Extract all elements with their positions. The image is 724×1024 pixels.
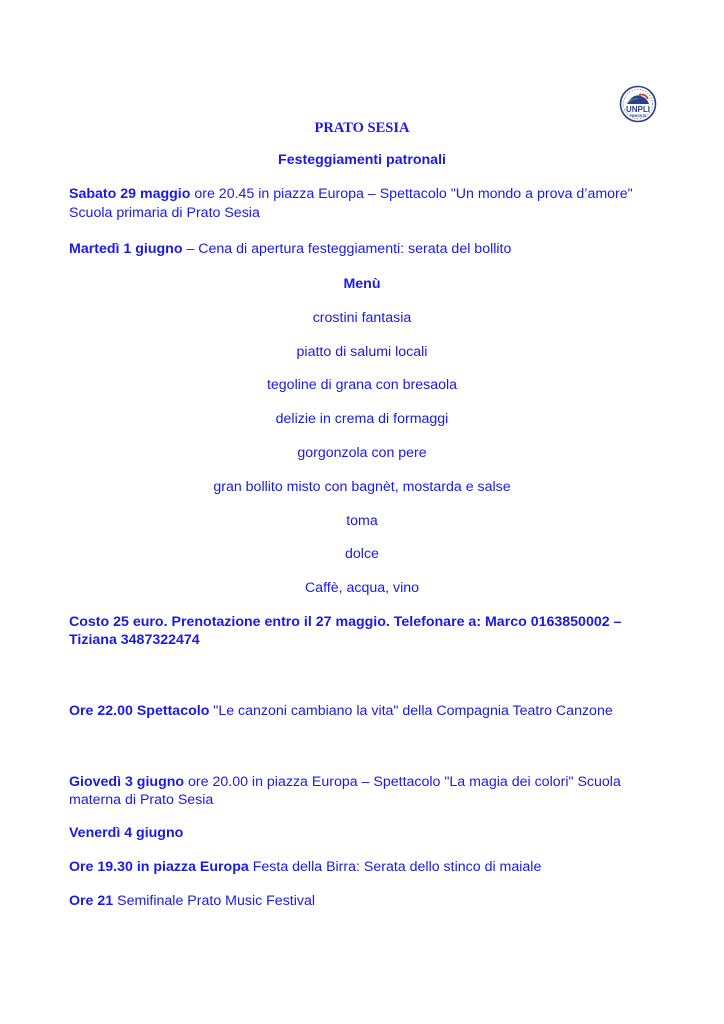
unpli-logo (619, 85, 657, 123)
menu-item: crostini fantasia (312, 310, 412, 326)
menu-item: dolce (345, 546, 379, 562)
event-venerdi-1-details: Festa della Birra: Serata dello stinco di maiale (248, 859, 542, 875)
booking-line-1: Costo 25 euro. Prenotazione entro il 27 maggio. Telefonare a: Marco 0163850002 – (69, 614, 622, 630)
event-giovedi-line2: materna di Prato Sesia (69, 792, 214, 808)
event-sabato (69, 186, 659, 203)
menu-title: Menù (343, 276, 381, 292)
event-giovedi-date: Giovedì 3 giugno (69, 774, 185, 790)
menu-item: Caffè, acqua, vino (304, 580, 420, 596)
menu-item: tegoline di grana con bresaola (266, 377, 458, 393)
event-venerdi-2-details: Semifinale Prato Music Festival (113, 893, 316, 909)
event-sabato-line2: Scuola primaria di Prato Sesia (69, 205, 260, 221)
event-venerdi-1 (69, 859, 659, 876)
event-sabato-details: ore 20.45 in piazza Europa – Spettacolo "Un mondo a prova d’amore" (190, 186, 633, 202)
event-martedi-date: Martedì 1 giugno (69, 241, 183, 257)
event-show-details: "Le canzoni cambiano la vita" della Compagnia Teatro Canzone (209, 703, 613, 719)
event-martedi (69, 241, 659, 258)
page-subtitle: Festeggiamenti patronali (278, 152, 446, 168)
page-title: PRATO SESIA (314, 120, 410, 136)
menu-item: gorgonzola con pere (297, 445, 427, 461)
event-giovedi (69, 774, 659, 791)
logo-text: UNPLI (626, 105, 650, 114)
menu-item: delizie in crema di formaggi (275, 411, 449, 427)
menu-item: toma (346, 513, 378, 529)
booking-line-2: Tiziana 3487322474 (69, 632, 200, 648)
event-martedi-details: – Cena di apertura festeggiamenti: serata del bollito (182, 241, 512, 257)
logo-subtext: PIEMONTE (629, 114, 647, 118)
event-giovedi-details: ore 20.00 in piazza Europa – Spettacolo "La magia dei colori" Scuola (184, 774, 621, 790)
event-venerdi-date: Venerdì 4 giugno (69, 825, 184, 841)
event-show (69, 703, 659, 720)
event-show-time: Ore 22.00 Spettacolo (69, 703, 210, 719)
event-venerdi-1-time: Ore 19.30 in piazza Europa (69, 859, 249, 875)
menu-item: piatto di salumi locali (296, 344, 428, 360)
event-venerdi-2-time: Ore 21 (69, 893, 114, 909)
event-venerdi-2 (69, 893, 659, 910)
menu-item: gran bollito misto con bagnèt, mostarda e salse (213, 479, 511, 495)
event-sabato-date: Sabato 29 maggio (69, 186, 191, 202)
